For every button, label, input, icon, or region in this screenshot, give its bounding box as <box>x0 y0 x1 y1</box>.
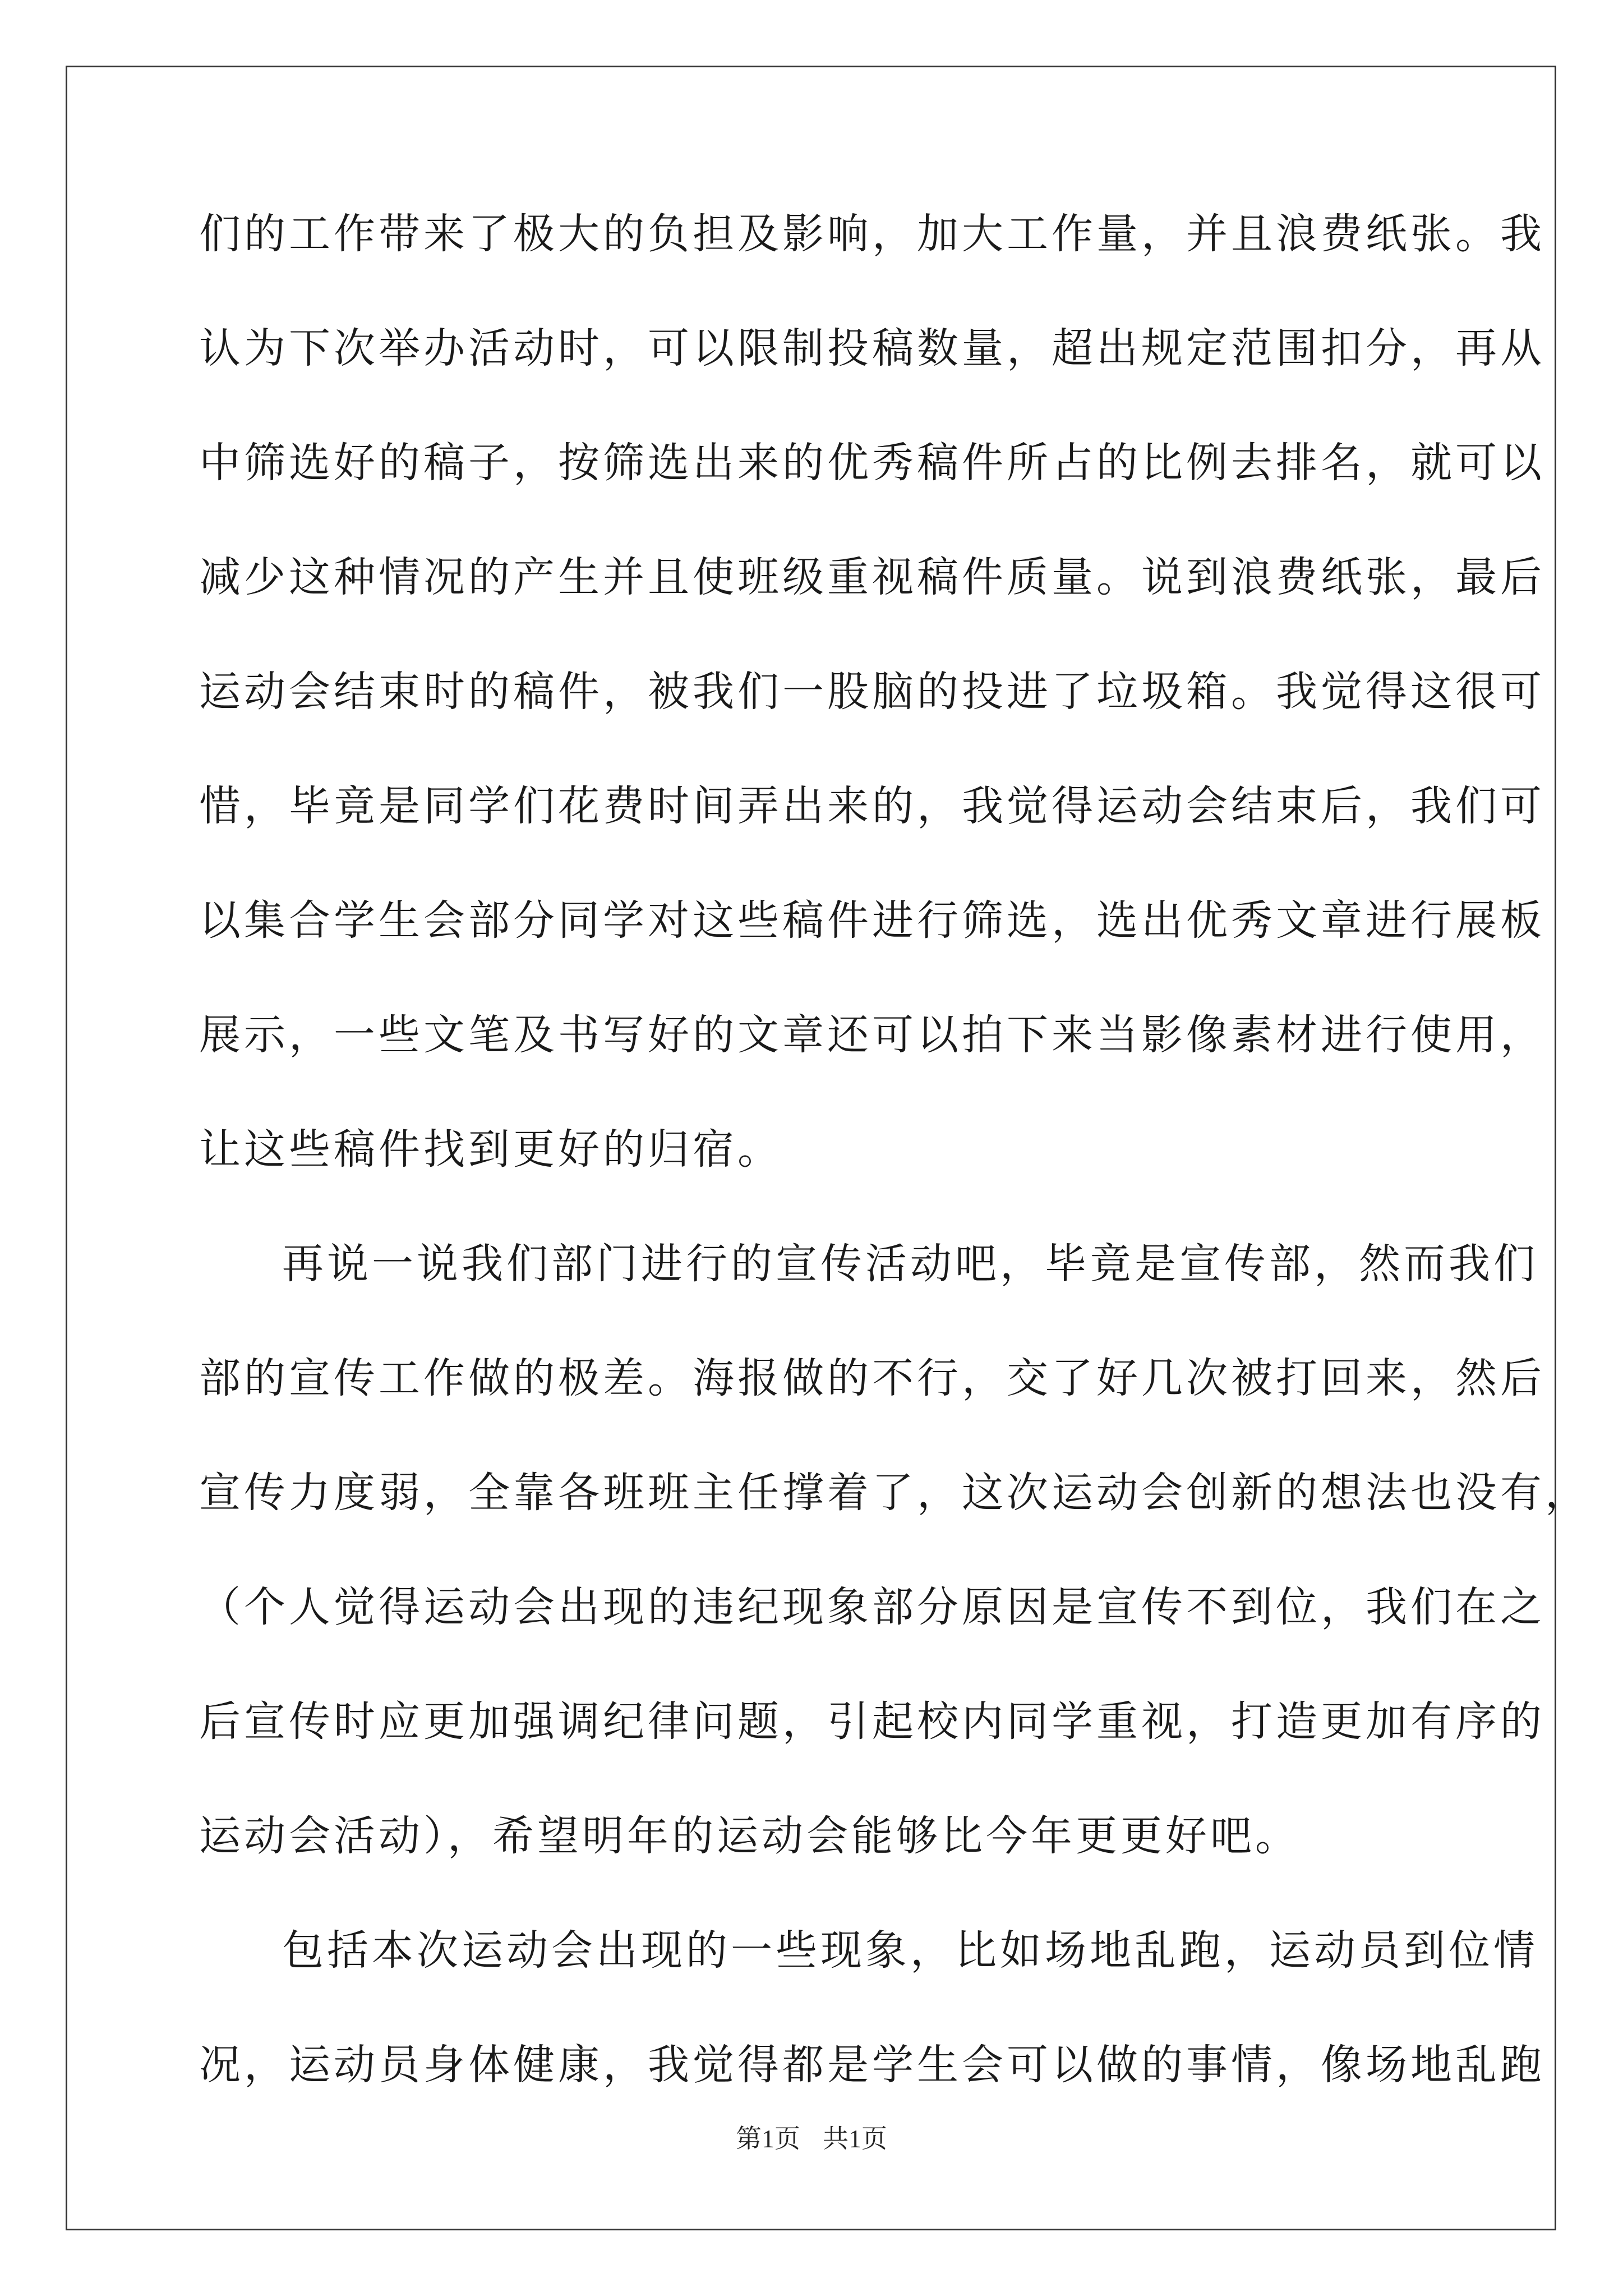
text-line: 中筛选好的稿子，按筛选出来的优秀稿件所占的比例去排名，就可以 <box>199 439 1545 487</box>
document-body <box>199 210 1590 2159</box>
text-line: 减少这种情况的产生并且使班级重视稿件质量。说到浪费纸张，最后 <box>199 553 1545 601</box>
text-line: 惜，毕竟是同学们花费时间弄出来的，我觉得运动会结束后，我们可 <box>199 782 1545 830</box>
text-line: 运动会结束时的稿件，被我们一股脑的投进了垃圾箱。我觉得这很可 <box>199 668 1545 716</box>
page-total: 共1页 <box>823 2124 887 2153</box>
page-footer <box>0 2126 1623 2152</box>
paragraph-start-line: 再说一说我们部门进行的宣传活动吧，毕竟是宣传部，然而我们 <box>282 1240 1538 1288</box>
text-line: 部的宣传工作做的极差。海报做的不行，交了好几次被打回来，然后 <box>199 1354 1545 1402</box>
text-line: 况，运动员身体健康，我觉得都是学生会可以做的事情，像场地乱跑 <box>199 2041 1545 2089</box>
text-line: 以集合学生会部分同学对这些稿件进行筛选，选出优秀文章进行展板 <box>199 896 1545 945</box>
text-line: 宣传力度弱，全靠各班班主任撑着了，这次运动会创新的想法也没有， <box>199 1469 1590 1517</box>
paragraph-start-line: 包括本次运动会出现的一些现象，比如场地乱跑，运动员到位情 <box>282 1926 1538 1975</box>
text-line: 认为下次举办活动时，可以限制投稿数量，超出规定范围扣分，再从 <box>199 324 1545 372</box>
text-line: 后宣传时应更加强调纪律问题，引起校内同学重视，打造更加有序的 <box>199 1697 1545 1746</box>
text-line: 让这些稿件找到更好的归宿。 <box>199 1125 782 1174</box>
text-line: 运动会活动），希望明年的运动会能够比今年更更好吧。 <box>199 1812 1300 1860</box>
text-line: 展示，一些文笔及书写好的文章还可以拍下来当影像素材进行使用， <box>199 1011 1545 1059</box>
text-line: 们的工作带来了极大的负担及影响，加大工作量，并且浪费纸张。我 <box>199 210 1545 258</box>
text-line: （个人觉得运动会出现的违纪现象部分原因是宣传不到位，我们在之 <box>199 1583 1545 1631</box>
page-number: 第1页 <box>736 2124 800 2153</box>
